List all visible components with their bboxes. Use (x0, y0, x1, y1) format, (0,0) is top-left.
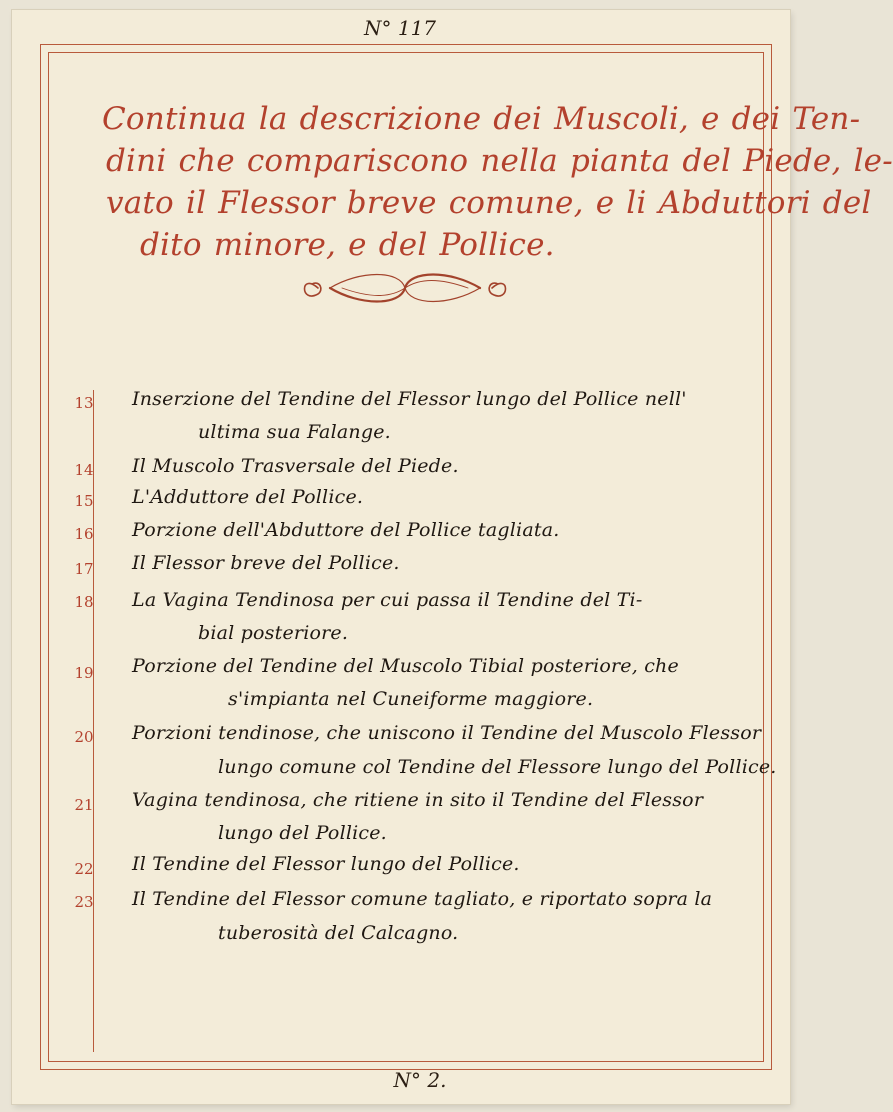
plate-number-top: N° 117 (363, 16, 437, 40)
entry-text: Porzione dell'Abduttore del Pollice tagliata. (132, 519, 560, 541)
title-line: dini che compariscono nella pianta del Piede, le- (106, 143, 893, 179)
entry-number: 15 (74, 492, 94, 510)
entry-text: L'Adduttore del Pollice. (132, 486, 364, 508)
title-line: vato il Flessor breve comune, e li Abduttori del (106, 185, 872, 221)
entry-text: Il Flessor breve del Pollice. (132, 552, 400, 574)
entry-number: 18 (74, 593, 94, 611)
entry-text: Il Muscolo Trasversale del Piede. (132, 455, 459, 477)
margin-rule (93, 390, 94, 1052)
entry-number: 16 (74, 525, 94, 543)
entry-number: 19 (74, 664, 94, 682)
entry-text: lungo del Pollice. (218, 822, 387, 844)
page-title (102, 98, 893, 266)
entry-number: 20 (74, 728, 94, 746)
entry-text: bial posteriore. (198, 622, 349, 644)
entry-number: 14 (74, 461, 94, 479)
entry-text: s'impianta nel Cuneiforme maggiore. (228, 688, 594, 710)
entry-text: Il Tendine del Flessor comune tagliato, e riportato sopra la (132, 888, 713, 910)
entry-text: Il Tendine del Flessor lungo del Pollice. (132, 853, 520, 875)
entry-number: 21 (74, 796, 94, 814)
entry-text: ultima sua Falange. (198, 421, 391, 443)
entry-number: 23 (74, 893, 94, 911)
title-line: dito minore, e del Pollice. (140, 227, 555, 263)
entry-text: lungo comune col Tendine del Flessore lungo del Pollice. (218, 756, 777, 778)
calligraphic-flourish (290, 258, 520, 318)
title-line: Continua la descrizione dei Muscoli, e dei Ten- (102, 101, 861, 137)
entry-text: La Vagina Tendinosa per cui passa il Tendine del Ti- (132, 589, 643, 611)
entry-number: 17 (74, 560, 94, 578)
plate-number-bottom: N° 2. (393, 1068, 447, 1092)
entry-text: Porzioni tendinose, che uniscono il Tendine del Muscolo Flessor (132, 722, 762, 744)
entry-text: Vagina tendinosa, che ritiene in sito il Tendine del Flessor (132, 789, 704, 811)
entry-number: 22 (74, 860, 94, 878)
entry-text: Inserzione del Tendine del Flessor lungo del Pollice nell' (132, 388, 687, 410)
entry-text: tuberosità del Calcagno. (218, 922, 459, 944)
entry-number: 13 (74, 394, 94, 412)
entry-text: Porzione del Tendine del Muscolo Tibial posteriore, che (132, 655, 679, 677)
